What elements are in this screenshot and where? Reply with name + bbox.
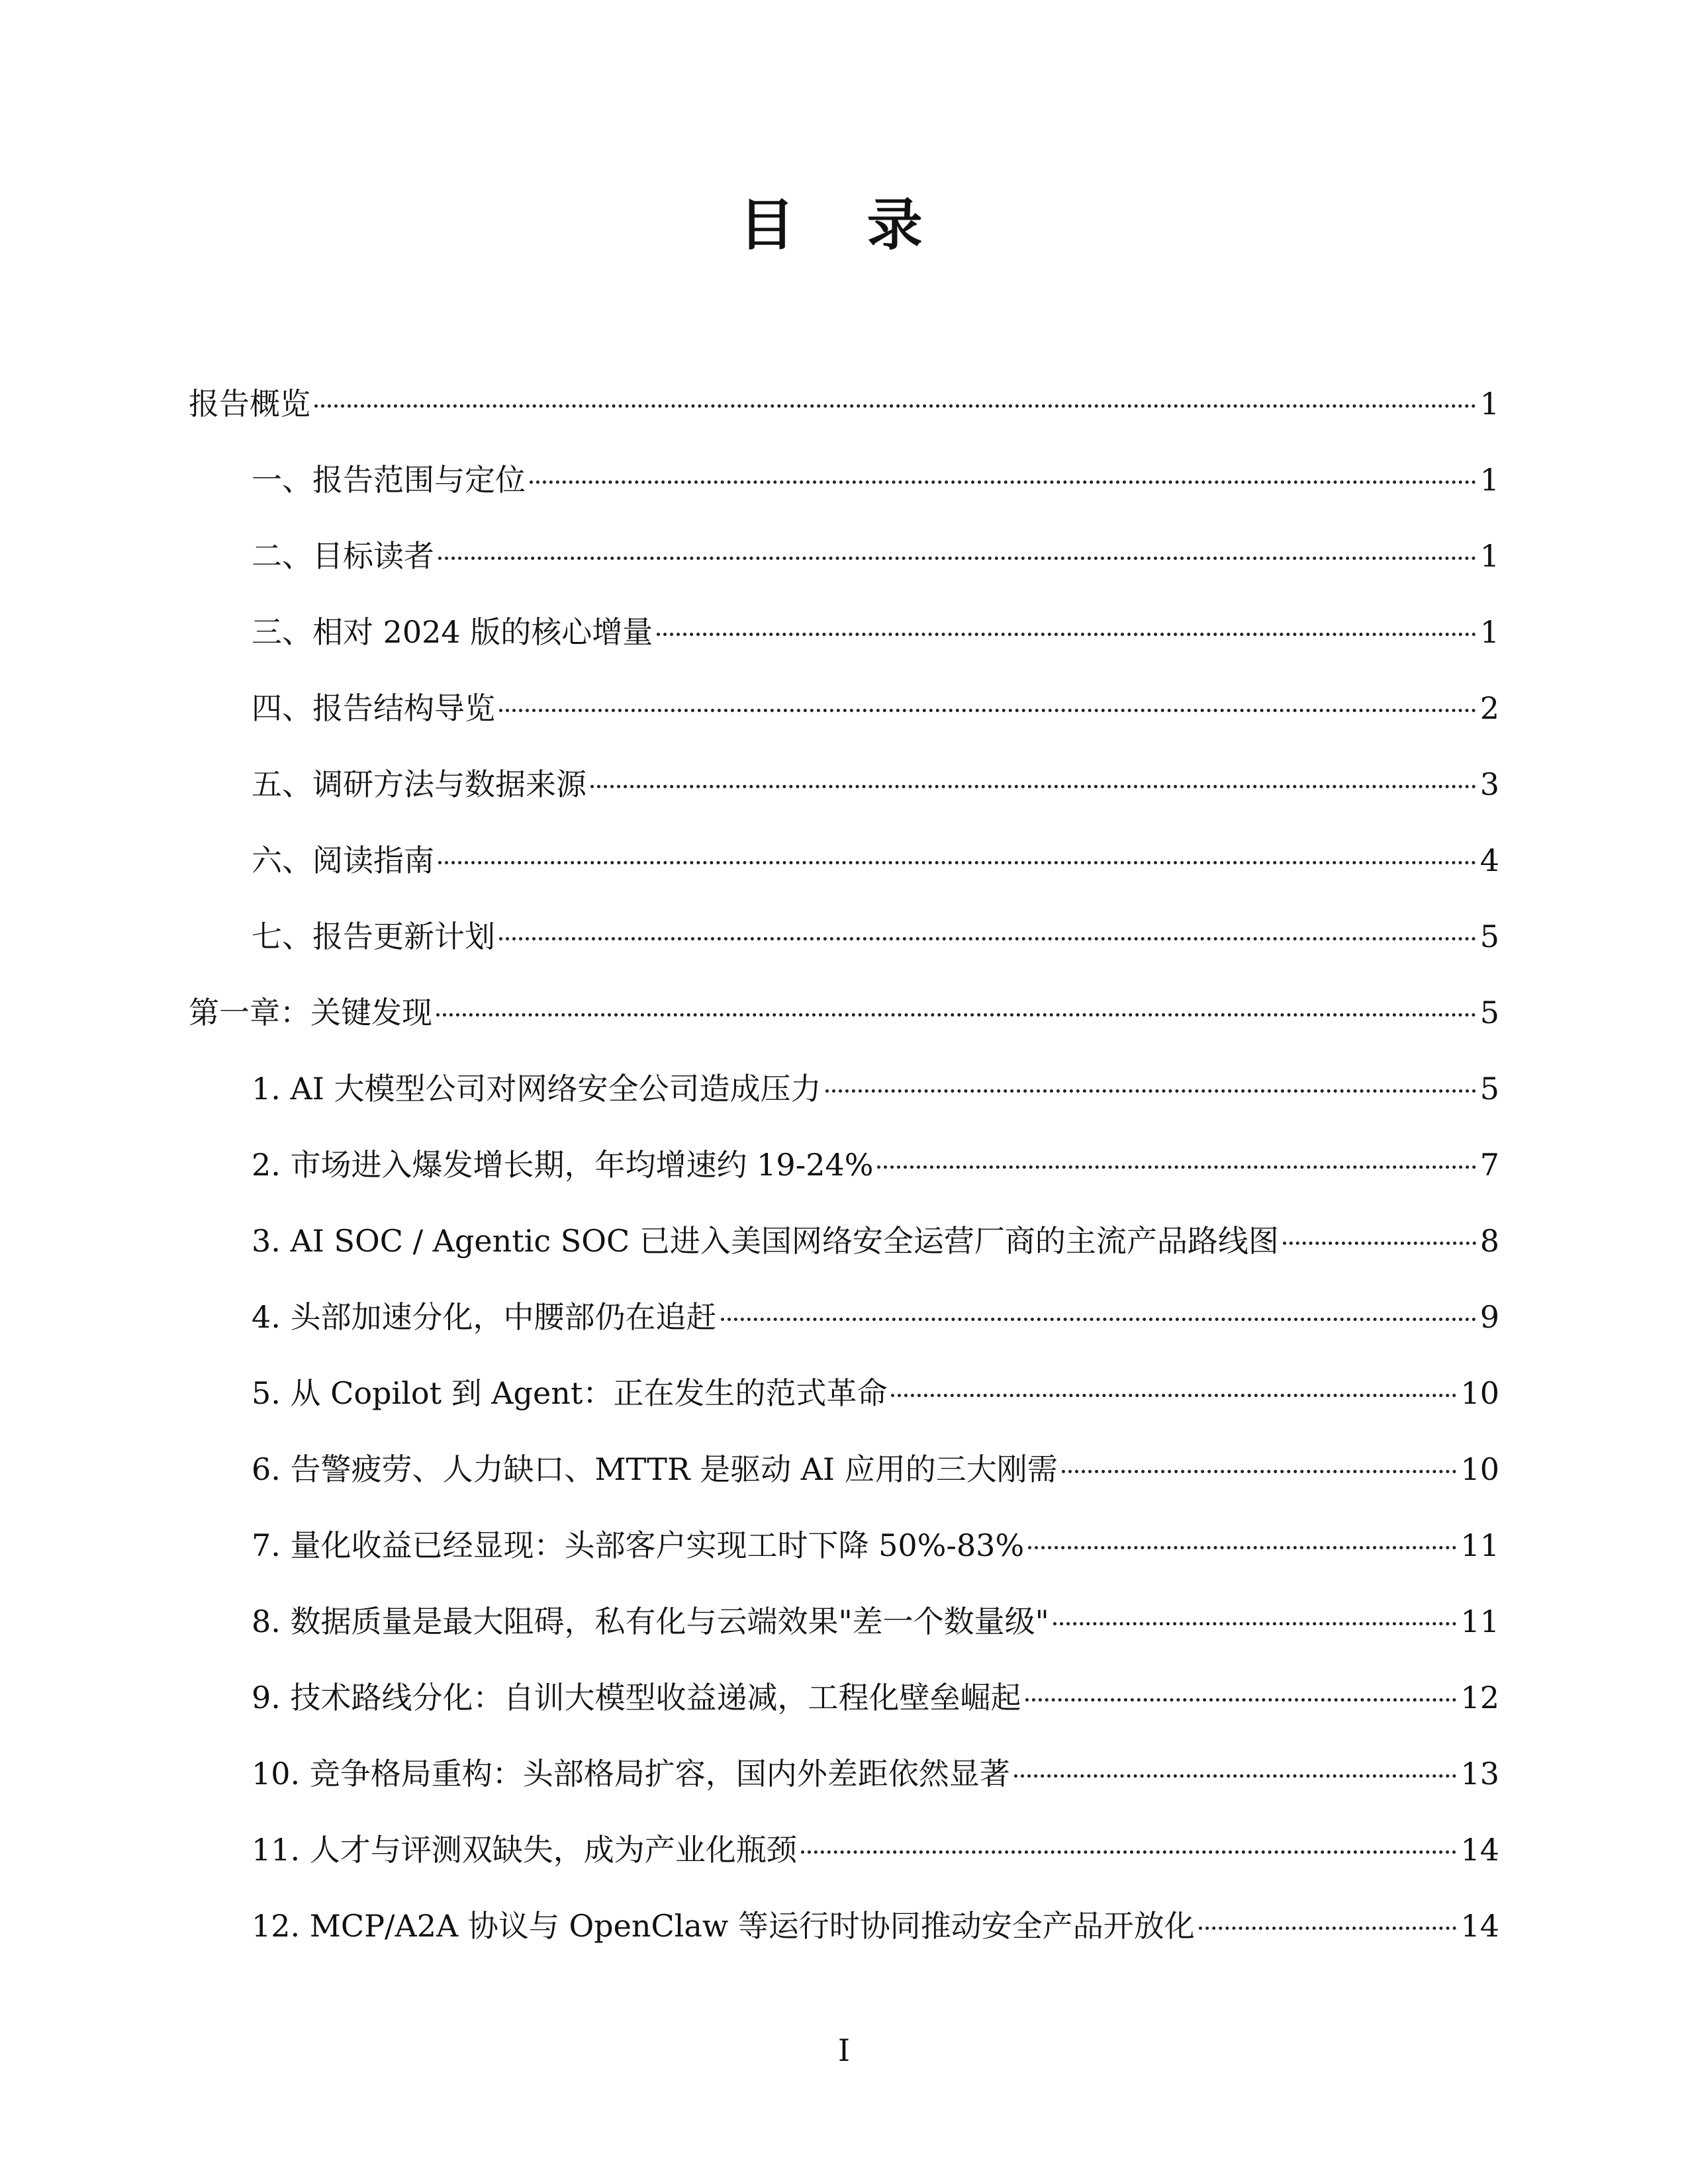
toc-entry-increment[interactable]: [252, 606, 1499, 659]
toc-entry-page: 5: [1479, 995, 1499, 1030]
dot-leader: [590, 785, 1476, 788]
toc-entry-structure[interactable]: [252, 682, 1499, 735]
dot-leader: [825, 1089, 1476, 1093]
toc-entry-page: 9: [1479, 1299, 1499, 1335]
toc-entry-page: 1: [1479, 538, 1499, 574]
toc-entry-page: 5: [1479, 919, 1499, 954]
toc-entry-label: 10. 竞争格局重构：头部格局扩容，国内外差距依然显著: [252, 1756, 1010, 1792]
toc-entry-label: 8. 数据质量是最大阻碍，私有化与云端效果"差一个数量级": [252, 1604, 1049, 1639]
toc-entry-finding-10[interactable]: [252, 1747, 1499, 1800]
toc-entry-page: 14: [1460, 1832, 1499, 1868]
toc-entry-label: 5. 从 Copilot 到 Agent：正在发生的范式革命: [252, 1375, 888, 1411]
toc-entry-page: 4: [1479, 842, 1499, 878]
toc-entry-readers[interactable]: [252, 529, 1499, 582]
toc-entry-finding-4[interactable]: [252, 1291, 1499, 1343]
dot-leader: [499, 937, 1476, 940]
toc-entry-reading-guide[interactable]: [252, 834, 1499, 887]
toc-entry-label: 二、目标读者: [252, 538, 434, 574]
toc-entry-page: 12: [1460, 1680, 1499, 1715]
toc-entry-label: 9. 技术路线分化：自训大模型收益递减，工程化壁垒崛起: [252, 1680, 1021, 1715]
toc-entry-scope[interactable]: [252, 453, 1499, 506]
dot-leader: [1025, 1698, 1457, 1702]
toc-entry-label: 4. 头部加速分化，中腰部仍在追赶: [252, 1299, 717, 1335]
toc-entry-finding-7[interactable]: [252, 1519, 1499, 1572]
dot-leader: [1062, 1470, 1457, 1473]
toc-entry-page: 11: [1460, 1604, 1499, 1639]
toc-entry-page: 10: [1460, 1451, 1499, 1487]
toc-entry-page: 13: [1460, 1756, 1499, 1792]
toc-entry-page: 8: [1479, 1223, 1499, 1259]
toc-entry-label: 第一章：关键发现: [189, 995, 432, 1030]
toc-entry-label: 四、报告结构导览: [252, 690, 495, 726]
toc-entry-page: 1: [1479, 614, 1499, 650]
toc-entry-label: 六、阅读指南: [252, 842, 434, 878]
toc-entry-label: 三、相对 2024 版的核心增量: [252, 614, 653, 650]
toc-entry-finding-2[interactable]: [252, 1138, 1499, 1191]
toc-entry-page: 5: [1479, 1071, 1499, 1107]
toc-entry-page: 7: [1479, 1147, 1499, 1183]
dot-leader: [1053, 1622, 1457, 1625]
dot-leader: [877, 1165, 1476, 1169]
toc-entry-label: 报告概览: [189, 386, 310, 422]
toc-entry-finding-1[interactable]: [252, 1062, 1499, 1115]
toc-entry-label: 1. AI 大模型公司对网络安全公司造成压力: [252, 1071, 821, 1107]
toc-entry-finding-6[interactable]: [252, 1443, 1499, 1496]
toc-entry-label: 6. 告警疲劳、人力缺口、MTTR 是驱动 AI 应用的三大刚需: [252, 1451, 1058, 1487]
toc-entry-page: 3: [1479, 766, 1499, 802]
dot-leader: [530, 480, 1476, 484]
dot-leader: [657, 633, 1476, 636]
dot-leader: [314, 404, 1476, 408]
toc-entry-page: 2: [1479, 690, 1499, 726]
toc-entry-page: 14: [1460, 1908, 1499, 1944]
dot-leader: [438, 557, 1476, 560]
toc-entry-report-overview[interactable]: [189, 377, 1499, 430]
toc-entry-label: 七、报告更新计划: [252, 919, 495, 954]
toc-entry-finding-11[interactable]: [252, 1823, 1499, 1876]
toc-entry-page: 1: [1479, 462, 1499, 498]
dot-leader: [436, 1013, 1476, 1017]
dot-leader: [1028, 1546, 1456, 1549]
dot-leader: [1014, 1774, 1457, 1778]
dot-leader: [891, 1394, 1456, 1397]
toc-entry-finding-5[interactable]: [252, 1367, 1499, 1420]
dot-leader: [1199, 1927, 1457, 1930]
dot-leader: [721, 1318, 1476, 1321]
dot-leader: [1283, 1242, 1476, 1245]
page-number: I: [837, 2032, 851, 2068]
toc-title: 目 录: [739, 193, 949, 257]
dot-leader: [438, 861, 1476, 864]
toc-entry-finding-9[interactable]: [252, 1671, 1499, 1724]
toc-entry-label: 一、报告范围与定位: [252, 462, 526, 498]
toc-entry-update-plan[interactable]: [252, 910, 1499, 963]
toc-entry-label: 12. MCP/A2A 协议与 OpenClaw 等运行时协同推动安全产品开放化: [252, 1908, 1195, 1944]
toc-entry-label: 五、调研方法与数据来源: [252, 766, 586, 802]
toc-entry-label: 3. AI SOC / Agentic SOC 已进入美国网络安全运营厂商的主流产品路线图: [252, 1223, 1279, 1259]
toc-entry-label: 2. 市场进入爆发增长期，年均增速约 19-24%: [252, 1147, 874, 1183]
toc-entry-finding-8[interactable]: [252, 1595, 1499, 1648]
toc-entry-page: 11: [1460, 1527, 1499, 1563]
toc-entry-page: 10: [1460, 1375, 1499, 1411]
dot-leader: [801, 1850, 1457, 1854]
toc-entry-page: 1: [1479, 386, 1499, 422]
toc-entry-label: 11. 人才与评测双缺失，成为产业化瓶颈: [252, 1832, 797, 1868]
toc-entry-methods[interactable]: [252, 758, 1499, 811]
toc-entry-finding-3[interactable]: [252, 1214, 1499, 1267]
toc-entry-finding-12[interactable]: [252, 1899, 1499, 1952]
toc-entry-label: 7. 量化收益已经显现：头部客户实现工时下降 50%-83%: [252, 1527, 1025, 1563]
toc-entry-chapter-1[interactable]: [189, 986, 1499, 1039]
dot-leader: [499, 709, 1476, 712]
